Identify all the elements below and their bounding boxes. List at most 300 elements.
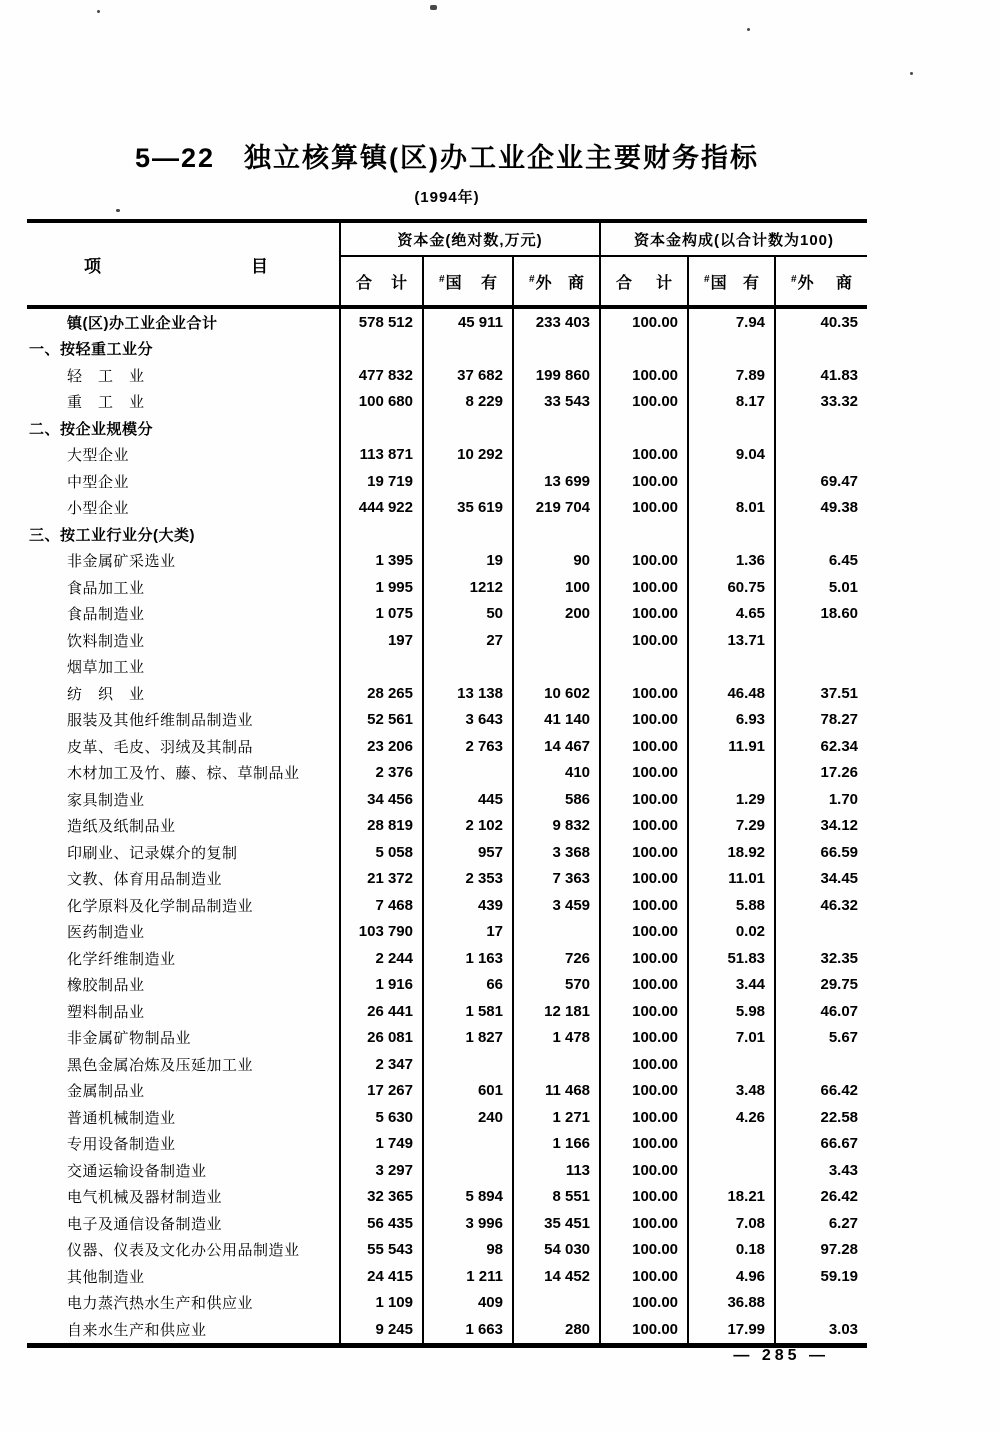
cell-state-absolute xyxy=(423,1051,513,1078)
cell-total-absolute: 23 206 xyxy=(340,733,423,760)
cell-total-absolute: 5 058 xyxy=(340,839,423,866)
cell-state-percent: 0.02 xyxy=(688,919,775,946)
cell-total-absolute: 5 630 xyxy=(340,1104,423,1131)
cell-foreign-absolute: 3 459 xyxy=(513,892,600,919)
row-label: 镇(区)办工业企业合计 xyxy=(27,307,340,336)
cell-foreign-percent: 78.27 xyxy=(820,711,859,729)
table-row xyxy=(27,601,867,628)
cell-foreign-absolute: 10 602 xyxy=(513,680,600,707)
cell-state-absolute: 5 894 xyxy=(423,1184,513,1211)
row-label: 交通运输设备制造业 xyxy=(27,1157,340,1184)
cell-state-percent: 9.04 xyxy=(688,442,775,469)
cell-total-absolute: 113 871 xyxy=(340,442,423,469)
cell-state-absolute xyxy=(423,415,513,442)
cell-total-absolute xyxy=(340,336,423,363)
row-label: 食品加工业 xyxy=(27,574,340,601)
cell-state-absolute: 35 619 xyxy=(423,495,513,522)
row-label: 食品制造业 xyxy=(27,601,340,628)
table-row xyxy=(27,1290,867,1317)
cell-state-absolute xyxy=(423,468,513,495)
cell-total-absolute: 9 245 xyxy=(340,1316,423,1345)
cell-total-percent: 100.00 xyxy=(600,601,688,628)
cell-state-percent: 11.91 xyxy=(688,733,775,760)
table-row xyxy=(27,760,867,787)
cell-foreign-absolute xyxy=(513,627,600,654)
cell-foreign-percent: 66.42 xyxy=(820,1082,859,1100)
cell-state-percent xyxy=(688,1131,775,1158)
cell-total-absolute: 7 468 xyxy=(340,892,423,919)
cell-state-absolute xyxy=(423,654,513,681)
cell-state-absolute: 98 xyxy=(423,1237,513,1264)
table-row xyxy=(27,336,867,363)
table-row xyxy=(27,733,867,760)
cell-state-absolute: 13 138 xyxy=(423,680,513,707)
cell-total-percent: 100.00 xyxy=(600,1025,688,1052)
row-label: 医药制造业 xyxy=(27,919,340,946)
cell-state-percent: 60.75 xyxy=(688,574,775,601)
of-which-mark: # xyxy=(529,273,535,285)
cell-total-absolute: 24 415 xyxy=(340,1263,423,1290)
cell-total-percent: 100.00 xyxy=(600,1184,688,1211)
row-label: 自来水生产和供应业 xyxy=(27,1316,340,1345)
cell-state-absolute: 240 xyxy=(423,1104,513,1131)
cell-state-percent: 7.01 xyxy=(688,1025,775,1052)
cell-foreign-percent: 40.35 xyxy=(820,313,859,331)
cell-foreign-absolute: 11 468 xyxy=(513,1078,600,1105)
cell-foreign-percent: 34.12 xyxy=(820,817,859,835)
scan-speck xyxy=(116,209,120,212)
table-row xyxy=(27,1025,867,1052)
cell-total-percent: 100.00 xyxy=(600,972,688,999)
column-header-item xyxy=(27,221,340,307)
cell-foreign-absolute: 14 467 xyxy=(513,733,600,760)
cell-total-absolute: 28 819 xyxy=(340,813,423,840)
cell-state-absolute xyxy=(423,521,513,548)
row-label: 电力蒸汽热水生产和供应业 xyxy=(27,1290,340,1317)
cell-state-absolute: 1 163 xyxy=(423,945,513,972)
cell-total-percent xyxy=(600,521,688,548)
cell-state-percent: 7.08 xyxy=(688,1210,775,1237)
cell-total-percent: 100.00 xyxy=(600,1104,688,1131)
cell-state-absolute: 17 xyxy=(423,919,513,946)
row-label: 橡胶制品业 xyxy=(27,972,340,999)
cell-foreign-percent xyxy=(775,1051,867,1078)
cell-foreign-absolute: 410 xyxy=(513,760,600,787)
cell-total-absolute: 2 376 xyxy=(340,760,423,787)
cell-foreign-percent: 5.67 xyxy=(828,1029,859,1047)
row-label: 小型企业 xyxy=(27,495,340,522)
cell-foreign-absolute: 1 271 xyxy=(513,1104,600,1131)
cell-total-absolute: 56 435 xyxy=(340,1210,423,1237)
cell-state-absolute: 1 211 xyxy=(423,1263,513,1290)
cell-foreign-percent xyxy=(775,415,867,442)
cell-state-absolute: 2 102 xyxy=(423,813,513,840)
cell-total-absolute: 103 790 xyxy=(340,919,423,946)
cell-foreign-percent: 46.07 xyxy=(820,1002,859,1020)
row-label: 黑色金属冶炼及压延加工业 xyxy=(27,1051,340,1078)
of-which-mark: # xyxy=(704,273,710,285)
cell-total-percent xyxy=(600,415,688,442)
row-label: 其他制造业 xyxy=(27,1263,340,1290)
table-row xyxy=(27,495,867,522)
cell-state-absolute: 8 229 xyxy=(423,389,513,416)
cell-state-percent: 6.93 xyxy=(688,707,775,734)
cell-state-percent: 51.83 xyxy=(688,945,775,972)
row-label: 造纸及纸制品业 xyxy=(27,813,340,840)
cell-state-percent xyxy=(688,760,775,787)
cell-state-percent: 8.17 xyxy=(688,389,775,416)
cell-total-absolute: 26 441 xyxy=(340,998,423,1025)
cell-total-absolute xyxy=(340,521,423,548)
cell-foreign-percent: 59.19 xyxy=(820,1267,859,1285)
cell-total-percent: 100.00 xyxy=(600,760,688,787)
cell-total-percent: 100.00 xyxy=(600,627,688,654)
table-row xyxy=(27,521,867,548)
cell-state-absolute xyxy=(423,336,513,363)
cell-total-absolute: 1 916 xyxy=(340,972,423,999)
table-row xyxy=(27,1184,867,1211)
row-label: 电子及通信设备制造业 xyxy=(27,1210,340,1237)
cell-state-absolute: 1 581 xyxy=(423,998,513,1025)
table-row xyxy=(27,972,867,999)
cell-total-absolute: 21 372 xyxy=(340,866,423,893)
cell-foreign-absolute: 13 699 xyxy=(513,468,600,495)
cell-foreign-absolute xyxy=(513,1290,600,1317)
cell-state-percent: 4.96 xyxy=(688,1263,775,1290)
cell-foreign-percent xyxy=(775,654,867,681)
table-row xyxy=(27,468,867,495)
table-row xyxy=(27,866,867,893)
column-group-capital-absolute: 资本金(绝对数,万元) xyxy=(340,221,600,256)
table-row xyxy=(27,1078,867,1105)
row-label: 金属制品业 xyxy=(27,1078,340,1105)
cell-foreign-percent: 6.27 xyxy=(828,1214,859,1232)
cell-foreign-percent: 66.59 xyxy=(820,843,859,861)
column-header-state-absolute: #国 有 xyxy=(423,256,513,307)
cell-state-percent xyxy=(688,521,775,548)
cell-foreign-absolute: 1 478 xyxy=(513,1025,600,1052)
cell-state-percent: 4.26 xyxy=(688,1104,775,1131)
group-header-row xyxy=(27,221,867,256)
cell-state-absolute: 2 763 xyxy=(423,733,513,760)
cell-state-percent xyxy=(688,468,775,495)
cell-total-percent: 100.00 xyxy=(600,786,688,813)
cell-state-absolute xyxy=(423,1131,513,1158)
cell-foreign-absolute xyxy=(513,521,600,548)
cell-foreign-absolute: 3 368 xyxy=(513,839,600,866)
cell-total-absolute: 52 561 xyxy=(340,707,423,734)
row-label: 皮革、毛皮、羽绒及其制品 xyxy=(27,733,340,760)
cell-total-absolute: 197 xyxy=(340,627,423,654)
column-header-state-percent: #国 有 xyxy=(688,256,775,307)
row-label: 专用设备制造业 xyxy=(27,1131,340,1158)
cell-state-percent: 8.01 xyxy=(688,495,775,522)
cell-total-absolute: 1 109 xyxy=(340,1290,423,1317)
cell-total-absolute: 2 244 xyxy=(340,945,423,972)
item-header-char-left: 项 xyxy=(84,256,101,276)
cell-total-percent: 100.00 xyxy=(600,362,688,389)
table-row xyxy=(27,1051,867,1078)
cell-foreign-absolute: 200 xyxy=(513,601,600,628)
cell-foreign-percent: 46.32 xyxy=(820,896,859,914)
cell-foreign-percent: 17.26 xyxy=(820,764,859,782)
cell-foreign-percent: 33.32 xyxy=(820,393,859,411)
cell-state-percent: 13.71 xyxy=(688,627,775,654)
page-subtitle: (1994年) xyxy=(414,189,480,206)
table-row xyxy=(27,574,867,601)
cell-foreign-absolute: 33 543 xyxy=(513,389,600,416)
row-label: 文教、体育用品制造业 xyxy=(27,866,340,893)
cell-total-percent: 100.00 xyxy=(600,945,688,972)
table-row xyxy=(27,1316,867,1345)
cell-state-absolute: 1 827 xyxy=(423,1025,513,1052)
cell-state-absolute: 1 663 xyxy=(423,1316,513,1345)
cell-foreign-percent: 66.67 xyxy=(820,1135,859,1153)
cell-total-percent xyxy=(600,654,688,681)
cell-foreign-percent xyxy=(775,919,867,946)
cell-foreign-percent: 1.70 xyxy=(828,790,859,808)
cell-total-absolute xyxy=(340,654,423,681)
cell-foreign-percent xyxy=(775,1290,867,1317)
cell-foreign-percent: 22.58 xyxy=(820,1108,859,1126)
cell-foreign-absolute xyxy=(513,919,600,946)
cell-foreign-absolute: 586 xyxy=(513,786,600,813)
cell-state-percent: 46.48 xyxy=(688,680,775,707)
cell-state-absolute: 1212 xyxy=(423,574,513,601)
cell-foreign-percent: 3.03 xyxy=(828,1320,859,1338)
row-label: 非金属矿物制品业 xyxy=(27,1025,340,1052)
cell-state-absolute: 3 643 xyxy=(423,707,513,734)
cell-total-percent: 100.00 xyxy=(600,1157,688,1184)
cell-total-absolute: 32 365 xyxy=(340,1184,423,1211)
row-label: 木材加工及竹、藤、棕、草制品业 xyxy=(27,760,340,787)
cell-foreign-absolute: 90 xyxy=(513,548,600,575)
cell-state-absolute: 10 292 xyxy=(423,442,513,469)
cell-foreign-absolute: 9 832 xyxy=(513,813,600,840)
cell-total-percent: 100.00 xyxy=(600,1316,688,1345)
cell-state-percent: 18.21 xyxy=(688,1184,775,1211)
cell-total-percent: 100.00 xyxy=(600,1051,688,1078)
cell-foreign-percent: 26.42 xyxy=(820,1188,859,1206)
page-number: — 285 — xyxy=(733,1347,829,1364)
cell-foreign-percent xyxy=(775,627,867,654)
table-row xyxy=(27,945,867,972)
cell-foreign-absolute: 570 xyxy=(513,972,600,999)
cell-total-percent: 100.00 xyxy=(600,468,688,495)
cell-state-absolute: 409 xyxy=(423,1290,513,1317)
cell-foreign-percent: 41.83 xyxy=(820,366,859,384)
cell-state-percent: 7.94 xyxy=(688,307,775,336)
cell-state-absolute: 66 xyxy=(423,972,513,999)
cell-total-percent: 100.00 xyxy=(600,307,688,336)
cell-foreign-absolute: 12 181 xyxy=(513,998,600,1025)
cell-state-absolute: 601 xyxy=(423,1078,513,1105)
cell-state-absolute: 27 xyxy=(423,627,513,654)
table-row xyxy=(27,892,867,919)
cell-total-absolute: 19 719 xyxy=(340,468,423,495)
cell-state-percent: 11.01 xyxy=(688,866,775,893)
cell-total-absolute: 26 081 xyxy=(340,1025,423,1052)
cell-foreign-percent: 97.28 xyxy=(820,1241,859,1259)
table-row xyxy=(27,919,867,946)
cell-state-percent: 17.99 xyxy=(688,1316,775,1345)
cell-foreign-percent: 32.35 xyxy=(820,949,859,967)
cell-total-percent: 100.00 xyxy=(600,733,688,760)
cell-foreign-absolute: 219 704 xyxy=(513,495,600,522)
table-row xyxy=(27,813,867,840)
cell-state-percent xyxy=(688,1157,775,1184)
cell-state-percent xyxy=(688,654,775,681)
row-label: 重 工 业 xyxy=(27,389,340,416)
row-label: 仪器、仪表及文化办公用品制造业 xyxy=(27,1237,340,1264)
cell-state-percent: 3.44 xyxy=(688,972,775,999)
cell-foreign-absolute: 8 551 xyxy=(513,1184,600,1211)
row-label: 塑料制品业 xyxy=(27,998,340,1025)
scan-speck xyxy=(430,5,437,10)
cell-state-percent: 7.89 xyxy=(688,362,775,389)
cell-foreign-absolute: 1 166 xyxy=(513,1131,600,1158)
cell-state-percent: 7.29 xyxy=(688,813,775,840)
cell-state-absolute: 439 xyxy=(423,892,513,919)
cell-total-absolute: 3 297 xyxy=(340,1157,423,1184)
row-label: 电气机械及器材制造业 xyxy=(27,1184,340,1211)
cell-foreign-absolute: 280 xyxy=(513,1316,600,1345)
cell-total-percent: 100.00 xyxy=(600,998,688,1025)
cell-total-percent: 100.00 xyxy=(600,866,688,893)
cell-total-absolute: 1 749 xyxy=(340,1131,423,1158)
cell-state-absolute: 19 xyxy=(423,548,513,575)
cell-foreign-absolute xyxy=(513,654,600,681)
cell-total-absolute: 100 680 xyxy=(340,389,423,416)
cell-state-percent xyxy=(688,415,775,442)
cell-state-absolute: 45 911 xyxy=(423,307,513,336)
row-label: 烟草加工业 xyxy=(27,654,340,681)
cell-total-percent: 100.00 xyxy=(600,1210,688,1237)
cell-total-percent: 100.00 xyxy=(600,1131,688,1158)
cell-total-absolute: 2 347 xyxy=(340,1051,423,1078)
cell-state-percent xyxy=(688,336,775,363)
row-label: 普通机械制造业 xyxy=(27,1104,340,1131)
cell-foreign-percent: 34.45 xyxy=(820,870,859,888)
row-label: 纺 织 业 xyxy=(27,680,340,707)
cell-total-percent: 100.00 xyxy=(600,680,688,707)
cell-foreign-absolute: 233 403 xyxy=(513,307,600,336)
cell-total-percent: 100.00 xyxy=(600,1290,688,1317)
table-row xyxy=(27,1237,867,1264)
cell-total-absolute: 1 995 xyxy=(340,574,423,601)
table-row xyxy=(27,1263,867,1290)
of-which-mark: # xyxy=(791,273,797,285)
cell-state-absolute xyxy=(423,1157,513,1184)
cell-foreign-absolute: 35 451 xyxy=(513,1210,600,1237)
row-label: 化学纤维制造业 xyxy=(27,945,340,972)
cell-total-percent: 100.00 xyxy=(600,919,688,946)
table-row xyxy=(27,307,867,336)
cell-total-percent: 100.00 xyxy=(600,574,688,601)
cell-foreign-percent: 49.38 xyxy=(820,499,859,517)
table-row xyxy=(27,627,867,654)
cell-total-percent: 100.00 xyxy=(600,1263,688,1290)
row-label: 化学原料及化学制品制造业 xyxy=(27,892,340,919)
cell-foreign-absolute: 100 xyxy=(513,574,600,601)
cell-state-percent: 36.88 xyxy=(688,1290,775,1317)
table-row xyxy=(27,1157,867,1184)
cell-total-percent: 100.00 xyxy=(600,495,688,522)
cell-state-percent: 18.92 xyxy=(688,839,775,866)
cell-total-percent: 100.00 xyxy=(600,813,688,840)
cell-foreign-absolute xyxy=(513,415,600,442)
table-row xyxy=(27,442,867,469)
column-header-foreign-absolute: #外 商 xyxy=(513,256,600,307)
cell-total-percent: 100.00 xyxy=(600,707,688,734)
cell-foreign-absolute xyxy=(513,336,600,363)
cell-foreign-percent: 18.60 xyxy=(820,605,859,623)
cell-total-absolute: 28 265 xyxy=(340,680,423,707)
table-row xyxy=(27,389,867,416)
row-label: 大型企业 xyxy=(27,442,340,469)
cell-state-percent: 5.88 xyxy=(688,892,775,919)
cell-total-percent: 100.00 xyxy=(600,839,688,866)
cell-foreign-percent xyxy=(775,521,867,548)
cell-total-absolute: 34 456 xyxy=(340,786,423,813)
row-label: 三、按工业行业分(大类) xyxy=(27,521,340,548)
cell-foreign-absolute: 7 363 xyxy=(513,866,600,893)
scan-speck xyxy=(910,72,913,75)
table-row xyxy=(27,998,867,1025)
cell-foreign-absolute: 54 030 xyxy=(513,1237,600,1264)
cell-foreign-absolute: 41 140 xyxy=(513,707,600,734)
cell-foreign-absolute: 199 860 xyxy=(513,362,600,389)
cell-foreign-percent xyxy=(775,336,867,363)
cell-state-absolute: 3 996 xyxy=(423,1210,513,1237)
cell-total-absolute xyxy=(340,415,423,442)
cell-state-absolute: 445 xyxy=(423,786,513,813)
cell-foreign-percent: 62.34 xyxy=(820,737,859,755)
table-row xyxy=(27,680,867,707)
table-row xyxy=(27,1104,867,1131)
table-row xyxy=(27,1210,867,1237)
cell-foreign-percent: 5.01 xyxy=(828,578,859,596)
cell-state-absolute: 50 xyxy=(423,601,513,628)
column-header-total-percent: 合 计 xyxy=(600,256,688,307)
cell-state-percent: 3.48 xyxy=(688,1078,775,1105)
cell-state-percent: 5.98 xyxy=(688,998,775,1025)
row-label: 非金属矿采选业 xyxy=(27,548,340,575)
table-row xyxy=(27,786,867,813)
table-row xyxy=(27,839,867,866)
column-group-capital-composition: 资本金构成(以合计数为100) xyxy=(600,221,867,256)
cell-total-absolute: 578 512 xyxy=(340,307,423,336)
cell-foreign-percent: 29.75 xyxy=(820,976,859,994)
of-which-mark: # xyxy=(439,273,445,285)
row-label: 轻 工 业 xyxy=(27,362,340,389)
cell-total-percent xyxy=(600,336,688,363)
row-label: 家具制造业 xyxy=(27,786,340,813)
cell-foreign-absolute: 14 452 xyxy=(513,1263,600,1290)
table-row xyxy=(27,362,867,389)
cell-foreign-percent: 69.47 xyxy=(820,472,859,490)
column-header-total-absolute: 合 计 xyxy=(340,256,423,307)
table-row xyxy=(27,415,867,442)
cell-state-absolute: 2 353 xyxy=(423,866,513,893)
cell-state-percent: 1.29 xyxy=(688,786,775,813)
page-title: 5—22 独立核算镇(区)办工业企业主要财务指标 xyxy=(134,143,760,173)
cell-total-percent: 100.00 xyxy=(600,389,688,416)
table-row xyxy=(27,548,867,575)
cell-state-absolute: 957 xyxy=(423,839,513,866)
row-label: 中型企业 xyxy=(27,468,340,495)
cell-foreign-percent xyxy=(775,442,867,469)
